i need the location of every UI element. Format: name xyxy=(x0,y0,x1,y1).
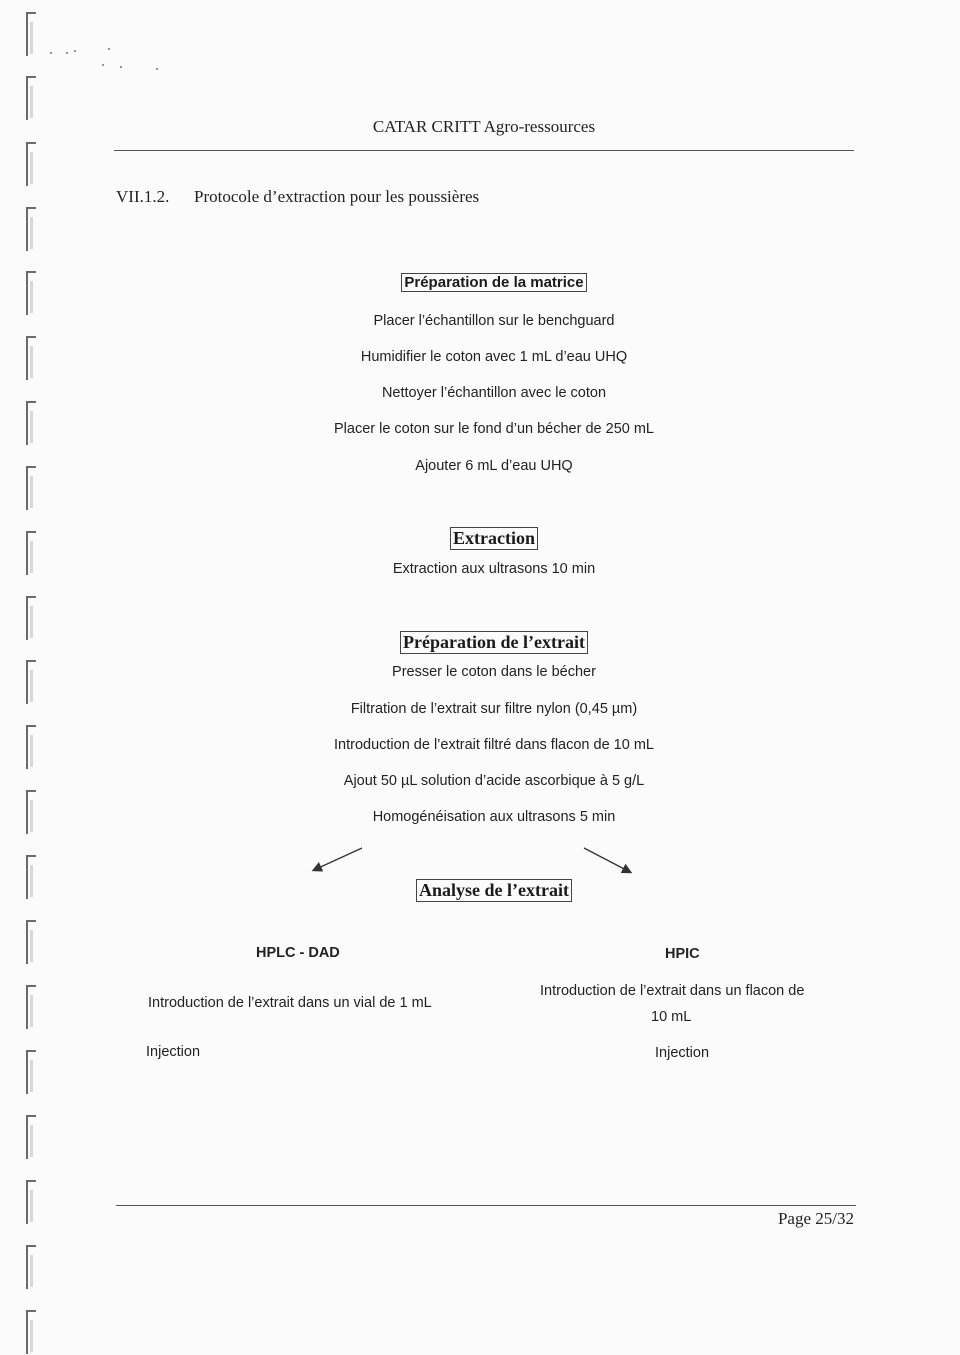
arrow-left xyxy=(314,848,362,870)
document-header: CATAR CRITT Agro-ressources xyxy=(372,117,596,136)
section-title: Protocole d’extraction pour les poussières xyxy=(194,187,480,206)
step-extrait-5: Homogénéisation aux ultrasons 5 min xyxy=(372,809,616,825)
step-extrait-3: Introduction de l’extrait filtré dans flacon de 10 mL xyxy=(334,737,654,753)
column-right-line2: Injection xyxy=(655,1045,710,1061)
step-extrait-1: Presser le coton dans le bécher xyxy=(392,664,596,680)
step-extrait-2: Filtration de l’extrait sur filtre nylon (0,45 µm) xyxy=(350,701,638,717)
block-title-analyse: Analyse de l’extrait xyxy=(0,879,960,902)
section-number: VII.1.2. xyxy=(116,187,170,206)
arrow-right xyxy=(584,848,630,872)
block-title-preparation-extrait: Préparation de l’extrait xyxy=(0,631,960,654)
step-matrice-1: Placer l’échantillon sur le benchguard xyxy=(373,313,615,329)
step-extraction-1: Extraction aux ultrasons 10 min xyxy=(392,561,596,577)
step-extrait-4: Ajout 50 µL solution d’acide ascorbique à 5 g/L xyxy=(343,773,645,789)
column-left-line2: Injection xyxy=(146,1044,201,1060)
block-title-preparation-matrice: Préparation de la matrice xyxy=(0,273,960,292)
block-title-extraction: Extraction xyxy=(0,527,960,550)
step-matrice-2: Humidifier le coton avec 1 mL d’eau UHQ xyxy=(360,349,628,365)
column-right-line1a: Introduction de l’extrait dans un flacon de xyxy=(540,983,805,999)
header-rule xyxy=(114,150,854,151)
step-matrice-5: Ajouter 6 mL d’eau UHQ xyxy=(415,458,573,474)
column-right-heading: HPIC xyxy=(665,946,700,962)
page-number: Page 25/32 xyxy=(777,1209,854,1228)
section-heading xyxy=(116,187,479,207)
step-matrice-3: Nettoyer l’échantillon avec le coton xyxy=(381,385,607,401)
scan-specks xyxy=(48,44,168,74)
footer-rule xyxy=(116,1205,856,1206)
step-matrice-4: Placer le coton sur le fond d’un bécher de 250 mL xyxy=(333,421,654,437)
column-right-line1b: 10 mL xyxy=(651,1009,692,1025)
column-left-line1: Introduction de l’extrait dans un vial de 1 mL xyxy=(148,995,432,1011)
column-left-heading: HPLC - DAD xyxy=(256,945,340,961)
